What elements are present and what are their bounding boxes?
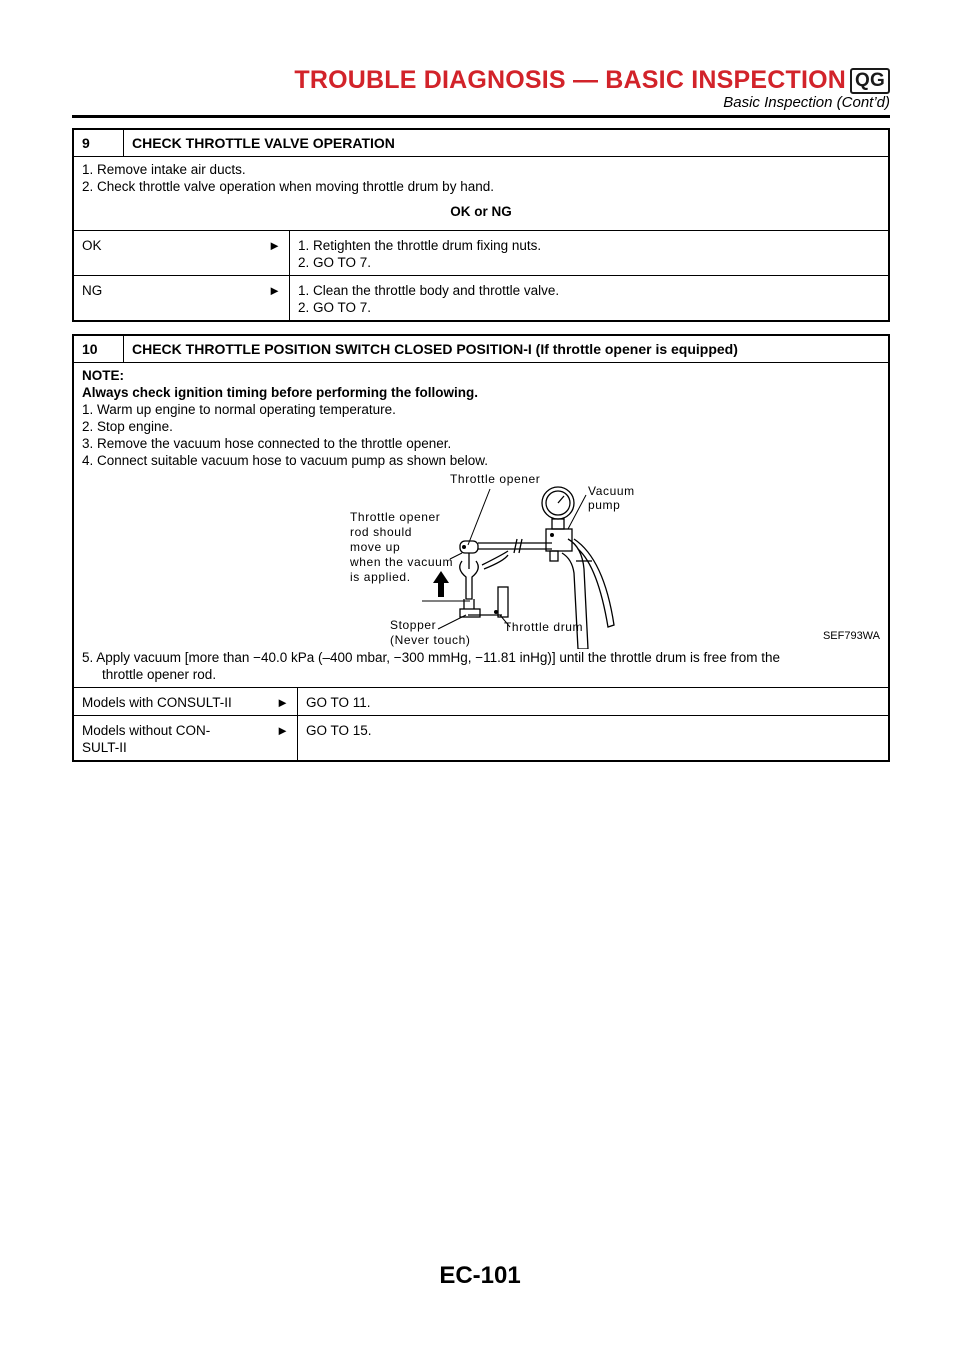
label-throttle-opener: Throttle opener bbox=[450, 472, 541, 486]
triangle-arrow-icon: ► bbox=[276, 695, 289, 710]
section-10 bbox=[72, 334, 890, 762]
section-9-header bbox=[74, 130, 888, 157]
label-rod-1: Throttle opener bbox=[350, 510, 441, 524]
page-title bbox=[294, 66, 890, 95]
step-5-line-1: 5. Apply vacuum [more than −40.0 kPa (–400 mbar, −300 mmHg, −11.81 inHg)] until the throttle drum is free from the bbox=[82, 650, 780, 665]
result-row-consult bbox=[74, 687, 888, 715]
section-9-number: 9 bbox=[74, 130, 124, 156]
title-text: TROUBLE DIAGNOSIS — BASIC INSPECTION bbox=[294, 66, 847, 94]
step: 2. Stop engine. bbox=[82, 419, 173, 434]
result-row-ok bbox=[74, 230, 888, 275]
triangle-arrow-icon: ► bbox=[268, 238, 281, 253]
step: 1. Remove intake air ducts. bbox=[82, 162, 246, 177]
result-action: GO TO 15. bbox=[306, 723, 372, 738]
result-row-ng bbox=[74, 275, 888, 320]
result-action: GO TO 11. bbox=[306, 695, 371, 710]
label-pump: pump bbox=[588, 498, 621, 512]
section-9-heading: CHECK THROTTLE VALVE OPERATION bbox=[132, 135, 395, 151]
label-vacuum: Vacuum bbox=[588, 484, 635, 498]
vacuum-pump-figure bbox=[82, 469, 880, 649]
step-5-line-2: throttle opener rod. bbox=[102, 667, 217, 682]
condition-line: Models without CON- bbox=[82, 723, 211, 738]
condition-line: Models with CONSULT-II bbox=[82, 695, 232, 710]
condition-label: NG bbox=[82, 283, 103, 298]
label-rod-5: is applied. bbox=[350, 570, 411, 584]
triangle-arrow-icon: ► bbox=[268, 283, 281, 298]
label-throttle-drum: Throttle drum bbox=[504, 620, 584, 634]
page-subtitle: Basic Inspection (Cont’d) bbox=[723, 94, 890, 111]
condition-label bbox=[82, 694, 232, 711]
result-action bbox=[290, 231, 549, 275]
condition-line: SULT-II bbox=[82, 740, 127, 755]
engine-badge: QG bbox=[850, 68, 890, 94]
action-line: 1. Clean the throttle body and throttle valve. bbox=[298, 283, 560, 298]
result-condition bbox=[74, 688, 298, 715]
result-action bbox=[290, 276, 567, 320]
section-9-body bbox=[74, 157, 888, 230]
step: 2. Check throttle valve operation when moving throttle drum by hand. bbox=[82, 179, 494, 194]
label-rod-3: move up bbox=[350, 540, 401, 554]
figure-id: SEF793WA bbox=[822, 630, 880, 642]
condition-label: OK bbox=[82, 238, 102, 253]
step: 3. Remove the vacuum hose connected to the throttle opener. bbox=[82, 436, 452, 451]
step: 1. Warm up engine to normal operating temperature. bbox=[82, 402, 396, 417]
page-header bbox=[72, 62, 890, 118]
section-10-body bbox=[74, 363, 888, 687]
label-rod-4: when the vacuum bbox=[350, 555, 454, 569]
condition-label bbox=[82, 722, 210, 756]
section-10-number: 10 bbox=[74, 336, 124, 362]
label-never-touch: (Never touch) bbox=[390, 633, 471, 647]
ok-or-ng: OK or NG bbox=[450, 204, 512, 219]
result-condition bbox=[74, 231, 290, 275]
header-rule bbox=[72, 115, 890, 118]
action-line: 1. Retighten the throttle drum fixing nuts. bbox=[298, 238, 542, 253]
action-line: 2. GO TO 7. bbox=[298, 300, 372, 315]
label-stopper: Stopper bbox=[390, 618, 437, 632]
step: 4. Connect suitable vacuum hose to vacuum pump as shown below. bbox=[82, 453, 488, 468]
result-row-no-consult bbox=[74, 715, 888, 760]
page-number: EC-101 bbox=[439, 1262, 521, 1289]
section-10-heading: CHECK THROTTLE POSITION SWITCH CLOSED POSITION-I (If throttle opener is equipped) bbox=[132, 341, 738, 357]
section-9 bbox=[72, 128, 890, 322]
throttle-opener-diagram bbox=[342, 469, 642, 649]
result-condition bbox=[74, 276, 290, 320]
note-text: Always check ignition timing before performing the following. bbox=[82, 385, 479, 400]
action-line: 2. GO TO 7. bbox=[298, 255, 372, 270]
section-10-header bbox=[74, 336, 888, 363]
label-rod-2: rod should bbox=[350, 525, 413, 539]
note-label: NOTE: bbox=[82, 368, 124, 383]
triangle-arrow-icon: ► bbox=[276, 723, 289, 738]
result-condition bbox=[74, 716, 298, 760]
